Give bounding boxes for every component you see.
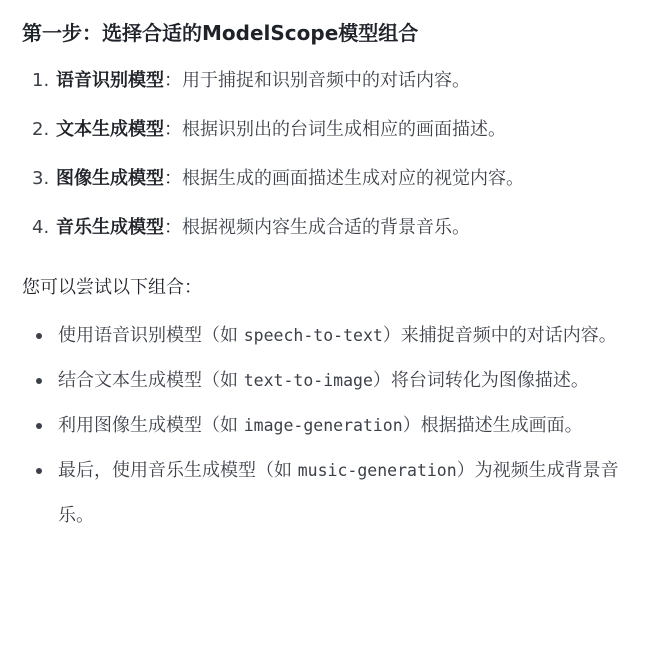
step-term: 文本生成模型	[56, 119, 164, 140]
step-colon: ：	[164, 119, 182, 140]
step-number: 2.	[32, 119, 50, 140]
step-term: 图像生成模型	[56, 168, 164, 189]
combination-intro: 您可以尝试以下组合：	[22, 277, 202, 298]
combination-text-after: ）将台词转化为图像描述。	[372, 370, 589, 391]
combination-text-before: 利用图像生成模型（如	[58, 415, 244, 436]
step-term: 音乐生成模型	[56, 217, 164, 238]
combination-text-before: 结合文本生成模型（如	[58, 370, 244, 391]
step-term: 语音识别模型	[56, 70, 164, 91]
step-colon: ：	[164, 168, 182, 189]
step-number: 3.	[32, 168, 50, 189]
combination-text-before: 使用语音识别模型（如	[58, 325, 244, 346]
bullet-dot-icon	[36, 468, 42, 474]
bullet-dot-icon	[36, 378, 42, 384]
step-description: 根据生成的画面描述生成对应的视觉内容。	[182, 168, 524, 189]
step-item	[32, 213, 647, 243]
combination-item	[22, 358, 634, 403]
step-number: 4.	[32, 217, 50, 238]
combination-item	[22, 448, 634, 538]
inline-code: image-generation	[243, 416, 403, 435]
combination-text-after: ）来捕捉音频中的对话内容。	[382, 325, 617, 346]
step-colon: ：	[164, 70, 182, 91]
section-heading: 第一步：选择合适的ModelScope模型组合	[22, 21, 419, 45]
inline-code: text-to-image	[243, 371, 373, 390]
combination-text-before: 最后，使用音乐生成模型（如	[58, 460, 298, 481]
step-item	[32, 66, 647, 96]
bullet-dot-icon	[36, 423, 42, 429]
combination-text-after: ）根据描述生成画面。	[402, 415, 583, 436]
step-description: 根据识别出的台词生成相应的画面描述。	[182, 119, 506, 140]
combination-text-after: ）为视频生成背景音乐。	[58, 460, 619, 526]
model-steps-list	[22, 66, 647, 243]
bullet-dot-icon	[36, 333, 42, 339]
combination-item	[22, 403, 634, 448]
combination-item	[22, 313, 634, 358]
step-item	[32, 115, 647, 145]
inline-code: music-generation	[297, 461, 457, 480]
combination-list	[22, 313, 647, 538]
step-description: 根据视频内容生成合适的背景音乐。	[182, 217, 470, 238]
step-item	[32, 164, 647, 194]
inline-code: speech-to-text	[243, 326, 383, 345]
step-number: 1.	[32, 70, 50, 91]
step-colon: ：	[164, 217, 182, 238]
step-description: 用于捕捉和识别音频中的对话内容。	[182, 70, 470, 91]
